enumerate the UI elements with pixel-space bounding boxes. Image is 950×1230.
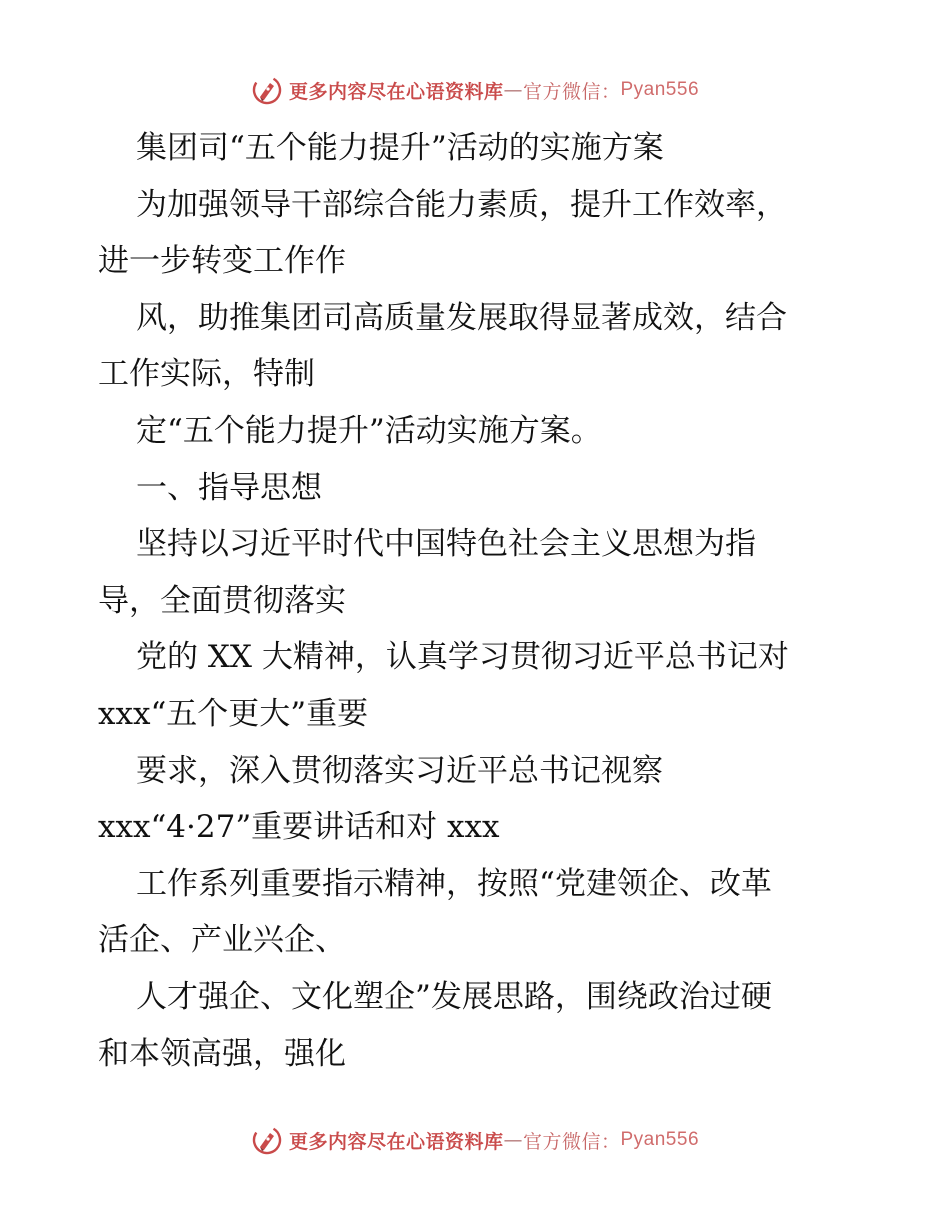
paragraph-line: 工作实际，特制 — [98, 356, 315, 393]
pen-nib-circle-icon — [251, 74, 283, 106]
paragraph-line: xxx“五个更大”重要 — [98, 695, 369, 732]
paragraph-line: xxx“4·27”重要讲话和对 xxx — [98, 809, 500, 846]
paragraph-line: 活企、产业兴企、 — [98, 922, 346, 959]
watermark-wechat-label: 官方微信： — [522, 1130, 621, 1153]
watermark-footer — [0, 1122, 950, 1158]
watermark-header — [0, 72, 950, 108]
paragraph-line: 定“五个能力提升”活动实施方案。 — [136, 412, 602, 449]
watermark-main-text: 更多内容尽在心语资料库 — [288, 80, 504, 103]
paragraph-line: 进一步转变工作作 — [98, 243, 346, 280]
watermark-wechat-id: Pyan556 — [620, 1129, 700, 1150]
watermark-separator: — — [503, 79, 523, 101]
section-heading: 一、指导思想 — [136, 469, 322, 506]
document-title: 集团司“五个能力提升”活动的实施方案 — [136, 130, 664, 166]
watermark-main-text: 更多内容尽在心语资料库 — [288, 1130, 504, 1153]
watermark-separator: — — [503, 1129, 523, 1151]
document-body — [98, 120, 858, 1082]
paragraph-line: 导，全面贯彻落实 — [98, 582, 346, 619]
paragraph-line: 人才强企、文化塑企”发展思路，围绕政治过硬 — [136, 978, 772, 1015]
paragraph-line: 工作系列重要指示精神，按照“党建领企、改革 — [136, 865, 772, 902]
paragraph-line: 和本领高强，强化 — [98, 1035, 346, 1072]
paragraph-line: 坚持以习近平时代中国特色社会主义思想为指 — [136, 526, 756, 563]
paragraph-line: 党的 XX 大精神，认真学习贯彻习近平总书记对 — [136, 639, 789, 676]
watermark-wechat-label: 官方微信： — [522, 80, 621, 103]
paragraph-line: 要求，深入贯彻落实习近平总书记视察 — [136, 752, 663, 789]
pen-nib-circle-icon — [251, 1124, 283, 1156]
paragraph-line: 为加强领导干部综合能力素质，提升工作效率， — [136, 186, 787, 223]
paragraph-line: 风，助推集团司高质量发展取得显著成效，结合 — [136, 299, 787, 336]
watermark-wechat-id: Pyan556 — [620, 79, 700, 100]
